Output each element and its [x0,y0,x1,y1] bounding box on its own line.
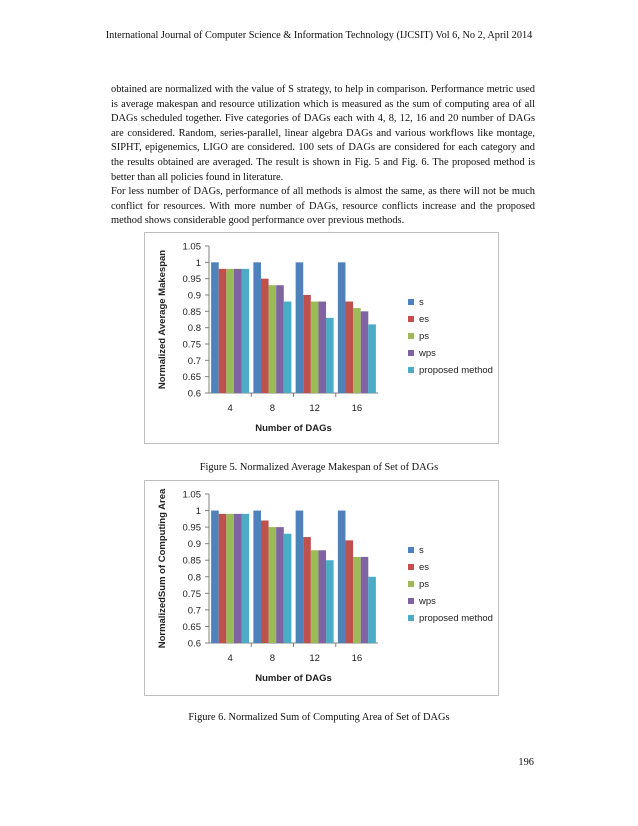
y-axis-title: Normalized Average Makespan [157,249,168,390]
bar-es [219,269,227,393]
bar-ps [353,308,361,393]
legend-swatch-es [408,564,414,570]
y-tick-label: 0.8 [187,572,201,584]
makespan-bar-chart [145,233,498,443]
x-tick-label: 16 [351,653,363,664]
journal-header: International Journal of Computer Science & Information Technology (IJCSIT) Vol 6, No 2, April 2014 [105,30,533,41]
computing-area-bar-chart [145,481,498,695]
bar-ps [226,514,234,643]
bar-es [261,520,269,643]
x-tick-label: 8 [269,403,276,414]
x-tick-label: 8 [269,653,276,664]
bar-s [338,262,346,393]
legend-swatch-es [408,316,414,322]
legend-swatch-proposed-method [408,367,414,373]
figure-5-caption: Figure 5. Normalized Average Makespan of Set of DAGs [199,462,439,473]
bar-wps [276,285,284,393]
y-tick-label: 0.95 [182,274,201,286]
bar-es [219,514,227,643]
bar-proposed-method [284,534,292,643]
legend-swatch-s [408,299,414,305]
bar-es [303,537,311,643]
legend-label: es [419,562,430,573]
bar-wps [318,550,326,643]
y-tick-label: 0.65 [182,621,201,633]
bar-wps [276,527,284,643]
bar-proposed-method [242,269,250,393]
bar-s [211,511,219,643]
bar-proposed-method [326,318,334,393]
bar-wps [234,269,242,393]
bar-s [338,511,346,643]
bar-ps [269,527,277,643]
bar-ps [311,550,319,643]
bar-proposed-method [242,514,250,643]
y-tick-label: 0.6 [187,638,201,650]
x-axis-title: Number of DAGs [255,673,332,684]
bar-wps [361,311,369,393]
y-tick-label: 0.9 [187,290,201,302]
legend-swatch-wps [408,350,414,356]
y-tick-label: 0.85 [182,306,201,318]
y-tick-label: 1 [195,257,201,269]
y-tick-label: 0.7 [187,355,201,367]
y-tick-label: 0.85 [182,555,201,567]
bar-s [211,262,219,393]
y-tick-label: 0.75 [182,339,201,351]
legend-swatch-ps [408,333,414,339]
bar-ps [269,285,277,393]
body-paragraph-1: obtained are normalized with the value of S strategy, to help in comparison. Performance metric used is average makespan and resource utilization which is measured as the sum of computing area of all DAGs scheduled together. Five categories of DAGs each with 4, 8, 12, 16 and 20 number of DAGs are considered. Random, series-parallel, linear algebra DAGs and various workflows like montage, SIPHT, epigenemics, LIGO are considered. 100 sets of DAGs are considered for each category and the results obtained are averaged. The result is shown in Fig. 5 and Fig. 6. The proposed method is better than all policies found in literature. [111,84,535,183]
figure-5-chart [144,232,499,444]
x-tick-label: 4 [227,403,233,414]
bar-s [253,262,261,393]
legend-label: s [419,545,424,556]
legend-label: wps [419,596,436,607]
bar-wps [318,302,326,393]
y-tick-label: 0.75 [182,588,201,600]
bar-es [345,302,353,393]
legend-label: ps [419,331,430,342]
y-tick-label: 0.65 [182,372,201,384]
bar-proposed-method [284,302,292,393]
legend-swatch-wps [408,598,414,604]
y-tick-label: 0.8 [187,323,201,335]
legend-swatch-s [408,547,414,553]
bar-s [296,262,304,393]
bar-proposed-method [368,324,376,393]
legend-label: proposed method [419,365,493,376]
bar-es [261,279,269,393]
legend-label: ps [419,579,430,590]
figure-6-chart [144,480,499,696]
legend-swatch-ps [408,581,414,587]
legend-label: es [419,314,430,325]
bar-wps [234,514,242,643]
page-number: 196 [518,757,534,768]
bar-es [345,540,353,643]
y-tick-label: 1.05 [182,241,201,253]
body-paragraph-2: For less number of DAGs, performance of all methods is almost the same, as there will not be much conflict for resources. With more number of DAGs, resource conflicts increase and the proposed method shows considerable good performance over previous methods. [111,186,535,227]
legend-label: proposed method [419,613,493,624]
y-tick-label: 0.6 [187,388,201,400]
bar-es [303,295,311,393]
y-tick-label: 1 [195,506,201,518]
bar-s [296,511,304,643]
y-tick-label: 0.95 [182,522,201,534]
bar-proposed-method [368,577,376,643]
bar-s [253,511,261,643]
x-tick-label: 4 [227,653,233,664]
bar-ps [311,302,319,393]
bar-wps [361,557,369,643]
figure-6-caption: Figure 6. Normalized Sum of Computing Area of Set of DAGs [188,712,450,723]
y-axis-title: NormalizedSum of Computing Area [157,488,168,649]
bar-proposed-method [326,560,334,643]
x-axis-title: Number of DAGs [255,423,332,434]
bar-ps [226,269,234,393]
legend-label: wps [419,348,436,359]
y-tick-label: 0.9 [187,539,201,551]
legend-label: s [419,297,424,308]
x-tick-label: 12 [309,403,320,414]
y-tick-label: 0.7 [187,605,201,617]
x-tick-label: 12 [309,653,320,664]
bar-ps [353,557,361,643]
legend-swatch-proposed-method [408,615,414,621]
x-tick-label: 16 [351,403,363,414]
y-tick-label: 1.05 [182,489,201,501]
